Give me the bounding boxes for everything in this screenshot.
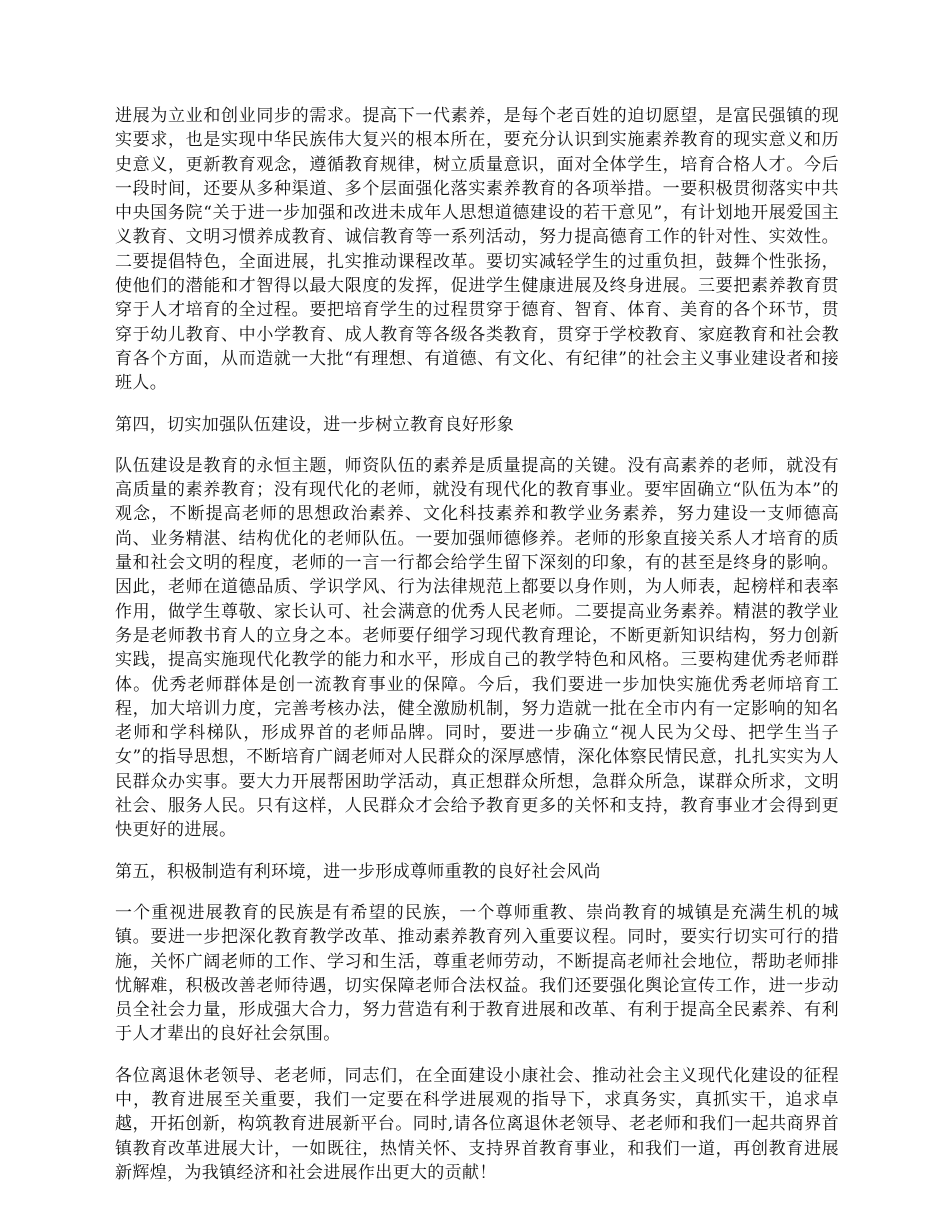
paragraph-social-environment: 一个重视进展教育的民族是有希望的民族，一个尊师重教、崇尚教育的城镇是充满生机的城镇。要进一步把深化教育教学改革、推动素养教育列入重要议程。同时，要实行切实可行的措施，关怀广阔老师的工作、学习和生活，尊重老师劳动，不断提高老师社会地位，帮助老师排忧解难，积极改善老师待遇，切实保障老师合法权益。我们还要强化舆论宣传工作，进一步动员全社会力量，形成强大合力，努力营造有利于教育进展和改革、有利于提高全民素养、有利于人才辈出的良好社会氛围。: [115, 902, 839, 1045]
section-heading-fifth: 第五，积极制造有利环境，进一步形成尊师重教的良好社会风尚: [115, 861, 601, 882]
document-body: [115, 104, 839, 1202]
section-heading-fourth: 第四，切实加强队伍建设，进一步树立教育良好形象: [115, 414, 515, 435]
paragraph-teacher-team: 队伍建设是教育的永恒主题，师资队伍的素养是质量提高的关键。没有高素养的老师，就没有高质量的素养教育；没有现代化的老师，就没有现代化的教育事业。要牢固确立“队伍为本”的观念，不断提高老师的思想政治素养、文化科技素养和教学业务素养，努力建设一支师德高尚、业务精湛、结构优化的老师队伍。一要加强师德修养。老师的形象直接关系人才培育的质量和社会文明的程度，老师的一言一行都会给学生留下深刻的印象，有的甚至是终身的影响。因此，老师在道德品质、学识学风、行为法律规范上都要以身作则，为人师表，起榜样和表率作用，做学生尊敬、家长认可、社会满意的优秀人民老师。二要提高业务素养。精湛的教学业务是老师教书育人的立身之本。老师要仔细学习现代教育理论，不断更新知识结构，努力创新实践，提高实施现代化教学的能力和水平，形成自己的教学特色和风格。三要构建优秀老师群体。优秀老师群体是创一流教育事业的保障。今后，我们要进一步加快实施优秀老师培育工程，加大培训力度，完善考核办法，健全激励机制，努力造就一批在全市内有一定影响的知名老师和学科梯队，形成界首的老师品牌。同时，要进一步确立“视人民为父母、把学生当子女”的指导思想，不断培育广阔老师对人民群众的深厚感情，深化体察民情民意，扎扎实实为人民群众办实事。要大力开展帮困助学活动，真正想群众所想，急群众所急，谋群众所求，文明社会、服务人民。只有这样，人民群众才会给予教育更多的关怀和支持，教育事业才会得到更快更好的进展。: [115, 455, 839, 841]
paragraph-quality-education: 进展为立业和创业同步的需求。提高下一代素养，是每个老百姓的迫切愿望，是富民强镇的现实要求，也是实现中华民族伟大复兴的根本所在，要充分认识到实施素养教育的现实意义和历史意义，更新教育观念，遵循教育规律，树立质量意识，面对全体学生，培育合格人才。今后一段时间，还要从多种渠道、多个层面强化落实素养教育的各项举措。一要积极贯彻落实中共中央国务院“关于进一步加强和改进未成年人思想道德建设的若干意见”，有计划地开展爱国主义教育、文明习惯养成教育、诚信教育等一系列活动，努力提高德育工作的针对性、实效性。二要提倡特色，全面进展，扎实推动课程改革。要切实减轻学生的过重负担，鼓舞个性张扬，使他们的潜能和才智得以最大限度的发挥，促进学生健康进展及终身进展。三要把素养教育贯穿于人才培育的全过程。要把培育学生的过程贯穿于德育、智育、体育、美育的各个环节，贯穿于幼儿教育、中小学教育、成人教育等各级各类教育，贯穿于学校教育、家庭教育和社会教育各个方面，从而造就一大批“有理想、有道德、有文化、有纪律”的社会主义事业建设者和接班人。: [115, 106, 839, 394]
paragraph-closing: 各位离退休老领导、老老师，同志们，在全面建设小康社会、推动社会主义现代化建设的征程中，教育进展至关重要，我们一定要在科学进展观的指导下，求真务实，真抓实干，追求卓越，开拓创新，构筑教育进展新平台。同时,请各位离退休老领导、老老师和我们一起共商界首镇教育改革进展大计，一如既往，热情关怀、支持界首教育事业，和我们一道，再创教育进展新辉煌，为我镇经济和社会进展作出更大的贡献！: [115, 1065, 839, 1183]
